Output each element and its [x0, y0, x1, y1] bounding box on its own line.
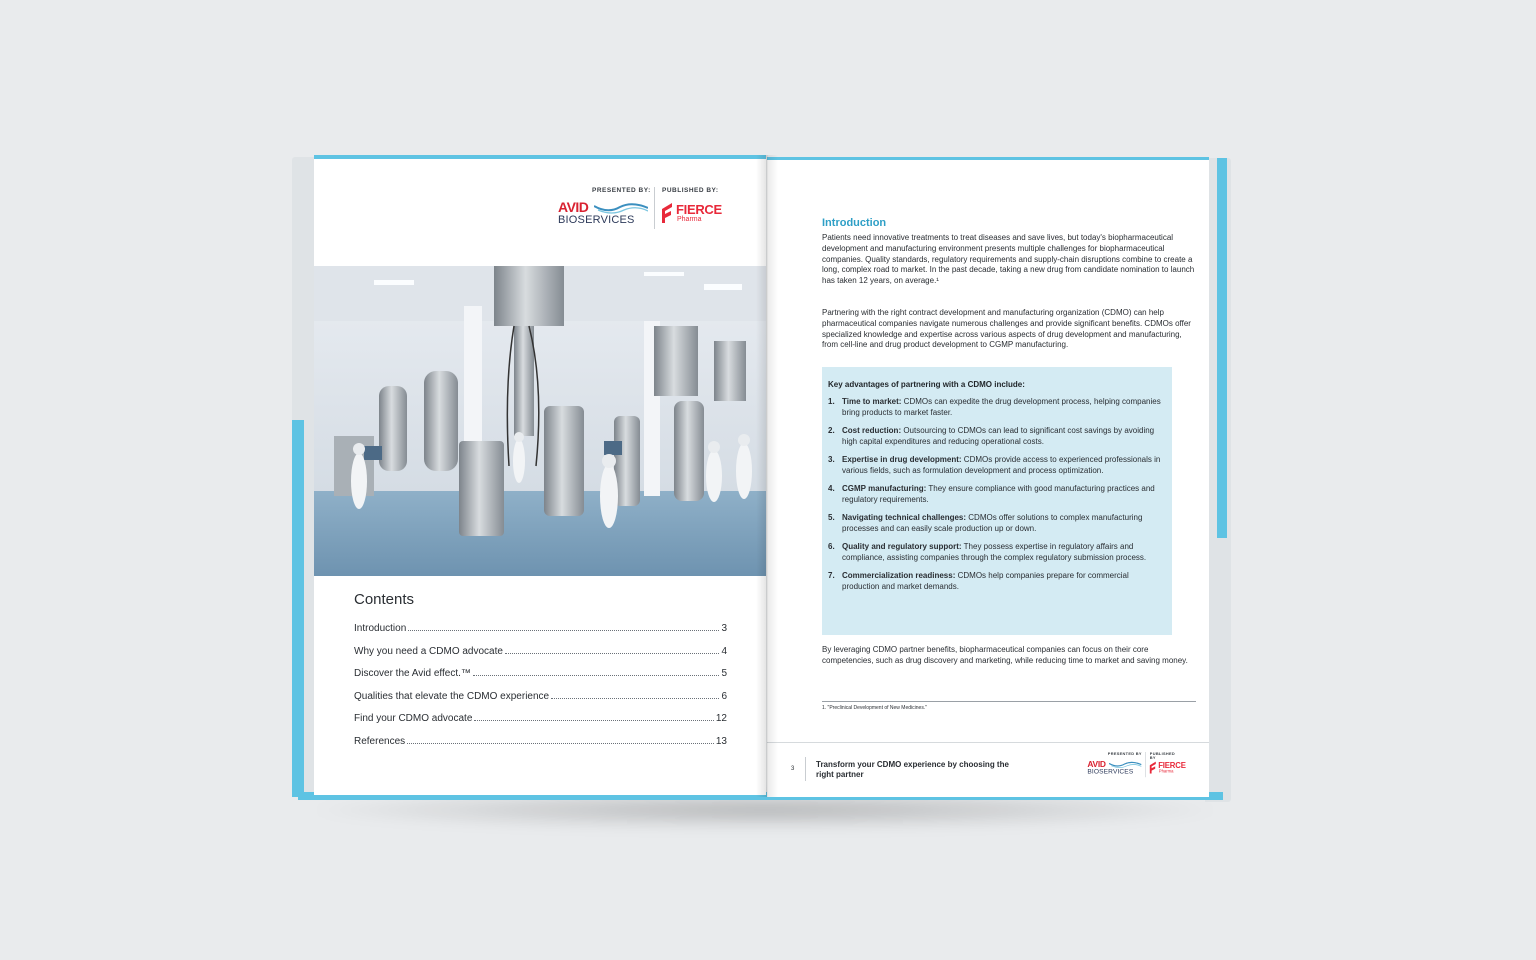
fierce-pharma-logo	[660, 199, 740, 229]
avid-bioservices-logo	[558, 200, 650, 228]
toc-item-page: 13	[715, 735, 727, 747]
left-page	[314, 155, 766, 795]
advantage-number: 5.	[828, 513, 835, 522]
footer-avid-swoosh-icon	[1109, 761, 1141, 768]
fierce-flame-icon	[660, 201, 674, 223]
toc-item-label: Qualities that elevate the CDMO experience	[354, 690, 550, 702]
presented-by-label: PRESENTED BY:	[592, 187, 651, 194]
intro-paragraph-2: Partnering with the right contract development and manufacturing organization (CDMO) can help pharmaceutical companies navigate numerous challenges and provide significant benefits. CDMOs offer specialized knowledge and expertise across various aspects of drug development and manufacturing, from cell-line and drug product development to CGMP manufacturing.	[822, 308, 1191, 350]
toc-item-label: Why you need a CDMO advocate	[354, 645, 503, 657]
header-divider	[654, 187, 655, 229]
toc-item-page: 4	[721, 645, 727, 657]
pharma-logo-text: Pharma	[677, 216, 702, 223]
advantage-body	[842, 425, 1166, 447]
footer-logo-divider	[1145, 752, 1146, 777]
toc-leader	[408, 630, 719, 631]
footer-vertical-divider	[805, 757, 806, 781]
toc-leader	[474, 720, 713, 721]
intro-paragraph-1: Patients need innovative treatments to treat diseases and save lives, but today's biopharmaceutical development and manufacturing environment presents multiple challenges for biopharmaceutical companies. Quality standards, regulatory requirements and supply-chain disruptions combine to create a long, complex road to market. In the past decade, taking a new drug from candidate nomination to launch has taken 12 years, on average.¹	[822, 233, 1195, 286]
book-left-cover-accent	[292, 420, 304, 797]
advantage-text: CDMOs offer solutions to complex manufacturing processes and can easily scale production up or down.	[842, 513, 1143, 533]
advantage-term: Navigating technical challenges:	[842, 513, 967, 522]
footnote-divider	[822, 701, 1196, 702]
footer-avid-logo-subtext: BIOSERVICES	[1087, 768, 1134, 776]
footer-fierce-logo-text: FIERCE	[1158, 761, 1186, 770]
footnote: 1. "Preclinical Development of New Medicines."	[822, 705, 927, 711]
table-of-contents	[354, 623, 727, 758]
avid-swoosh-icon	[594, 202, 648, 214]
advantage-body	[842, 396, 1166, 418]
advantage-term: Commercialization readiness:	[842, 571, 956, 580]
advantage-term: Time to market:	[842, 397, 902, 406]
advantage-text: CDMOs can expedite the drug development process, helping companies bring products to market faster.	[842, 397, 1161, 417]
page-number: 3	[791, 766, 795, 772]
advantage-body	[842, 483, 1166, 505]
advantage-text: CDMOs provide access to experienced professionals in various fields, such as formulation development and process optimization.	[842, 455, 1161, 475]
advantages-callout	[822, 367, 1172, 635]
footer-presented-by-label: PRESENTED BY	[1107, 752, 1142, 757]
advantage-term: Expertise in drug development:	[842, 455, 962, 464]
footer-avid-bioservices-logo	[1087, 760, 1142, 777]
advantage-number: 1.	[828, 397, 835, 406]
contents-title: Contents	[354, 591, 415, 608]
footer-document-title: Transform your CDMO experience by choosing the right partner	[816, 760, 1009, 779]
footer-published-by-label: PUBLISHED BY	[1149, 752, 1176, 761]
right-page	[767, 157, 1209, 797]
sponsor-header	[554, 187, 754, 235]
toc-item-label: Find your CDMO advocate	[354, 713, 473, 724]
advantage-item	[828, 512, 1166, 534]
footer-divider-line	[767, 742, 1209, 743]
advantage-body	[842, 454, 1166, 476]
advantage-term: Quality and regulatory support:	[842, 542, 962, 551]
fierce-logo-text: FIERCE	[676, 202, 722, 217]
advantage-item	[828, 541, 1166, 563]
advantage-number: 3.	[828, 455, 835, 464]
footer-sponsor-logos	[1085, 752, 1186, 776]
advantage-text: They ensure compliance with good manufacturing practices and regulatory requirements.	[842, 484, 1155, 504]
published-by-label: PUBLISHED BY:	[662, 187, 719, 194]
book-right-cover-accent	[1217, 158, 1227, 538]
toc-item-page: 6	[721, 690, 727, 702]
toc-item-introduction[interactable]	[354, 623, 727, 646]
avid-logo-text: AVID	[558, 199, 589, 215]
toc-item-page: 12	[715, 713, 727, 724]
advantage-term: CGMP manufacturing:	[842, 484, 927, 493]
toc-item-label: Introduction	[354, 623, 407, 634]
toc-item-label: Discover the Avid effect.™	[354, 668, 471, 679]
advantage-item	[828, 396, 1166, 418]
avid-logo-subtext: BIOSERVICES	[558, 214, 635, 226]
toc-leader	[407, 743, 714, 744]
toc-item-qualities[interactable]	[354, 691, 727, 714]
toc-item-page: 5	[721, 668, 727, 679]
toc-leader	[551, 698, 719, 699]
cleanroom-lab-photo	[314, 266, 766, 576]
advantage-text: CDMOs help companies prepare for commercial production and market demands.	[842, 571, 1129, 591]
toc-item-page: 3	[721, 623, 727, 634]
advantage-number: 6.	[828, 542, 835, 551]
footer-pharma-logo-text: Pharma	[1158, 769, 1174, 774]
advantage-number: 4.	[828, 484, 835, 493]
advantages-title: Key advantages of partnering with a CDMO include:	[828, 380, 1025, 389]
toc-leader	[505, 653, 719, 654]
footer-fierce-pharma-logo	[1149, 759, 1197, 777]
advantage-item	[828, 570, 1166, 592]
advantage-text: Outsourcing to CDMOs can lead to significant cost savings by avoiding high capital expenditures and reducing operational costs.	[842, 426, 1155, 446]
toc-item-why-cdmo-advocate[interactable]	[354, 646, 727, 669]
toc-item-find-advocate[interactable]	[354, 713, 727, 736]
toc-item-label: References	[354, 735, 406, 747]
toc-leader	[473, 675, 720, 676]
advantage-item	[828, 454, 1166, 476]
advantage-item	[828, 425, 1166, 447]
closing-paragraph: By leveraging CDMO partner benefits, biopharmaceutical companies can focus on their core competencies, such as drug discovery and marketing, while reducing time to market and saving money.	[822, 645, 1188, 665]
advantage-number: 7.	[828, 571, 835, 580]
footer-fierce-flame-icon	[1149, 760, 1157, 773]
advantage-number: 2.	[828, 426, 835, 435]
advantage-term: Cost reduction:	[842, 426, 902, 435]
footer-avid-logo-text: AVID	[1087, 759, 1106, 769]
advantage-body	[842, 541, 1166, 563]
toc-item-avid-effect[interactable]	[354, 668, 727, 691]
advantage-text: They possess expertise in regulatory affairs and compliance, assisting companies through the complex regulatory submission process.	[842, 542, 1147, 562]
advantage-body	[842, 570, 1166, 592]
section-heading: Introduction	[822, 217, 887, 229]
toc-item-references[interactable]	[354, 736, 727, 759]
advantage-body	[842, 512, 1166, 534]
advantage-item	[828, 483, 1166, 505]
